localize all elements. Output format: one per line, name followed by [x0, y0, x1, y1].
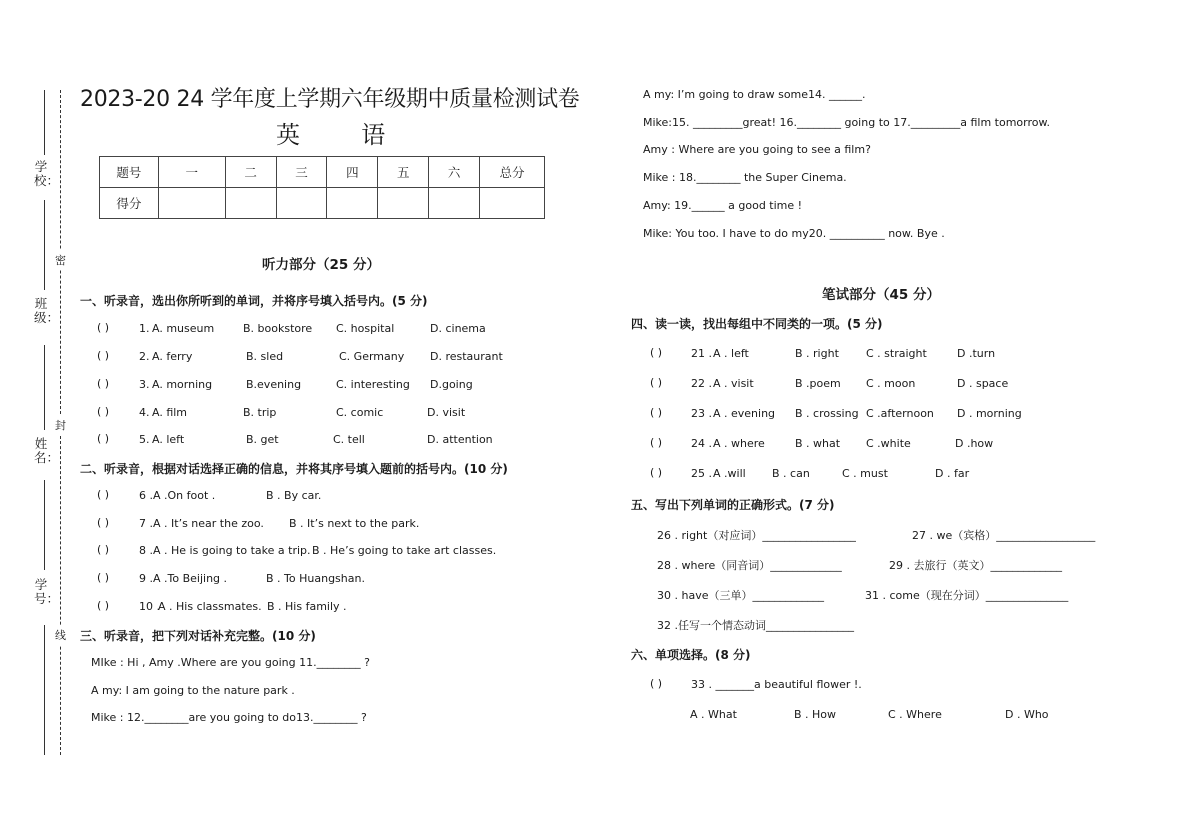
- word-form-item[interactable]: 28 . where（同音词）_____________: [657, 559, 842, 572]
- answer-bracket[interactable]: ( ): [97, 571, 110, 584]
- option-a: A . left: [713, 347, 749, 360]
- option-d: D.going: [430, 378, 473, 391]
- question-number: 10 .: [139, 600, 160, 613]
- option-b: B . what: [795, 437, 841, 450]
- class-label: 班级：: [34, 296, 60, 325]
- option-b: B . To Huangshan.: [266, 572, 365, 585]
- option-a: A . evening: [713, 407, 776, 420]
- question-number: 4.: [139, 406, 150, 419]
- question-number: 22 .: [691, 377, 712, 390]
- dialogue-line: Amy: 19.______ a good time !: [643, 199, 803, 212]
- written-heading: 笔试部分（45 分）: [822, 287, 940, 303]
- option-a: A. morning: [152, 378, 213, 391]
- dialogue-line: Mike:15. _________great! 16.________ going to 17._________a film tomorrow.: [643, 116, 1050, 129]
- part5-title: 五、写出下列单词的正确形式。(7 分): [631, 498, 835, 512]
- question-number: 24 .: [691, 437, 712, 450]
- answer-bracket[interactable]: ( ): [650, 376, 663, 389]
- option-c: C .afternoon: [866, 407, 934, 420]
- option-a: A .will: [713, 467, 746, 480]
- part3-title: 三、听录音，把下列对话补充完整。(10 分): [80, 629, 316, 643]
- subject-title: 英 语: [276, 121, 386, 149]
- score-cell[interactable]: [378, 188, 429, 219]
- word-form-item[interactable]: 30 . have（三单）_____________: [657, 589, 824, 602]
- option-d: D . space: [957, 377, 1009, 390]
- option-d: D . morning: [957, 407, 1022, 420]
- option-a: A. left: [152, 433, 185, 446]
- option-a: A . He is going to take a trip.: [153, 544, 311, 557]
- option-d: D. visit: [427, 406, 466, 419]
- score-cell[interactable]: [225, 188, 276, 219]
- option-a: A .To Beijing .: [153, 572, 228, 585]
- dialogue-line: Mike : 12.________are you going to do13.________ ?: [91, 711, 367, 724]
- option-d: D . Who: [1005, 708, 1049, 721]
- option-a: A .On foot .: [153, 489, 216, 502]
- answer-bracket[interactable]: ( ): [650, 406, 663, 419]
- option-c: C .white: [866, 437, 911, 450]
- option-b: B .poem: [795, 377, 841, 390]
- option-b: B. trip: [243, 406, 277, 419]
- answer-bracket[interactable]: ( ): [650, 677, 663, 690]
- seal-mark: 封: [55, 415, 66, 435]
- option-b: B . By car.: [266, 489, 322, 502]
- word-form-item[interactable]: 27 . we（宾格）__________________: [912, 529, 1096, 542]
- question-number: 23 .: [691, 407, 712, 420]
- answer-bracket[interactable]: ( ): [97, 321, 110, 334]
- score-cell[interactable]: [158, 188, 225, 219]
- table-row: 得分: [100, 188, 545, 219]
- answer-bracket[interactable]: ( ): [97, 543, 110, 556]
- option-b: B.evening: [246, 378, 302, 391]
- dialogue-line: A my: I am going to the nature park .: [91, 684, 295, 697]
- answer-bracket[interactable]: ( ): [650, 436, 663, 449]
- option-b: B. get: [246, 433, 279, 446]
- option-c: C. tell: [333, 433, 365, 446]
- question-number: 7 .: [139, 517, 153, 530]
- option-b: B. sled: [246, 350, 284, 363]
- option-a: A . where: [713, 437, 765, 450]
- score-cell[interactable]: [480, 188, 545, 219]
- seal-mark: 密: [55, 250, 66, 270]
- answer-bracket[interactable]: ( ): [97, 405, 110, 418]
- option-d: D . far: [935, 467, 970, 480]
- answer-bracket[interactable]: ( ): [97, 377, 110, 390]
- option-d: D. attention: [427, 433, 493, 446]
- option-b: B . can: [772, 467, 810, 480]
- seal-mark: 线: [55, 625, 66, 645]
- option-a: A . visit: [713, 377, 754, 390]
- option-c: C. interesting: [336, 378, 410, 391]
- score-cell[interactable]: [276, 188, 327, 219]
- dialogue-line: Amy : Where are you going to see a film?: [643, 143, 871, 156]
- school-label: 学校：: [34, 159, 60, 188]
- word-form-item[interactable]: 32 .任写一个情态动词________________: [657, 619, 854, 632]
- dialogue-line: A my: I’m going to draw some14. ______.: [643, 88, 866, 101]
- word-form-item[interactable]: 26 . right（对应词）_________________: [657, 529, 856, 542]
- option-d: D .turn: [957, 347, 996, 360]
- option-d: D. cinema: [430, 322, 486, 335]
- question-33: 33 . _______a beautiful flower !.: [691, 678, 862, 691]
- listening-heading: 听力部分（25 分）: [262, 257, 380, 273]
- option-c: C. hospital: [336, 322, 395, 335]
- option-a: A. ferry: [152, 350, 193, 363]
- option-b: B . It’s next to the park.: [289, 517, 420, 530]
- page-title: 2023-20 24 学年度上学期六年级期中质量检测试卷: [80, 87, 580, 112]
- dialogue-line: Mike: You too. I have to do my20. __________ now. Bye .: [643, 227, 945, 240]
- answer-bracket[interactable]: ( ): [97, 349, 110, 362]
- question-number: 5.: [139, 433, 150, 446]
- option-a: A . His classmates.: [158, 600, 262, 613]
- option-c: C . straight: [866, 347, 927, 360]
- answer-bracket[interactable]: ( ): [650, 346, 663, 359]
- score-cell[interactable]: [327, 188, 378, 219]
- score-table: [99, 156, 545, 219]
- option-d: D. restaurant: [430, 350, 503, 363]
- dialogue-line: MIke : Hi , Amy .Where are you going 11.________ ?: [91, 656, 370, 669]
- option-b: B . crossing: [795, 407, 859, 420]
- name-label: 姓名：: [34, 436, 60, 465]
- option-b: B . right: [795, 347, 839, 360]
- option-c: C. Germany: [339, 350, 405, 363]
- part2-title: 二、听录音，根据对话选择正确的信息，并将其序号填入题前的括号内。(10 分): [80, 462, 508, 476]
- question-number: 3.: [139, 378, 150, 391]
- question-number: 2.: [139, 350, 150, 363]
- option-c: C . must: [842, 467, 888, 480]
- option-b: B . He’s going to take art classes.: [312, 544, 497, 557]
- question-number: 1.: [139, 322, 150, 335]
- answer-bracket[interactable]: ( ): [97, 516, 110, 529]
- option-c: C . moon: [866, 377, 916, 390]
- question-number: 21 .: [691, 347, 712, 360]
- word-form-item[interactable]: 31 . come（现在分词）_______________: [865, 589, 1069, 602]
- option-b: B . How: [794, 708, 837, 721]
- word-form-item[interactable]: 29 . 去旅行（英文）_____________: [889, 559, 1062, 572]
- question-number: 25 .: [691, 467, 712, 480]
- option-c: C . Where: [888, 708, 942, 721]
- option-a: A. museum: [152, 322, 215, 335]
- option-b: B . His family .: [267, 600, 347, 613]
- part4-title: 四、读一读，找出每组中不同类的一项。(5 分): [631, 317, 883, 331]
- option-a: A. film: [152, 406, 188, 419]
- question-number: 9 .: [139, 572, 153, 585]
- option-a: A . It’s near the zoo.: [153, 517, 264, 530]
- answer-bracket[interactable]: ( ): [650, 466, 663, 479]
- answer-bracket[interactable]: ( ): [97, 488, 110, 501]
- answer-bracket[interactable]: ( ): [97, 432, 110, 445]
- option-b: B. bookstore: [243, 322, 313, 335]
- option-c: C. comic: [336, 406, 384, 419]
- student-no-label: 学号：: [34, 577, 60, 606]
- question-number: 8 .: [139, 544, 153, 557]
- option-a: A . What: [690, 708, 737, 721]
- dialogue-line: Mike : 18.________ the Super Cinema.: [643, 171, 847, 184]
- table-row: 题号 一 二 三 四 五 六 总分: [100, 157, 545, 188]
- question-number: 6 .: [139, 489, 153, 502]
- part1-title: 一、听录音，选出你所听到的单词，并将序号填入括号内。(5 分): [80, 294, 428, 308]
- answer-bracket[interactable]: ( ): [97, 599, 110, 612]
- part6-title: 六、单项选择。(8 分): [631, 648, 751, 662]
- score-cell[interactable]: [429, 188, 480, 219]
- option-d: D .how: [955, 437, 994, 450]
